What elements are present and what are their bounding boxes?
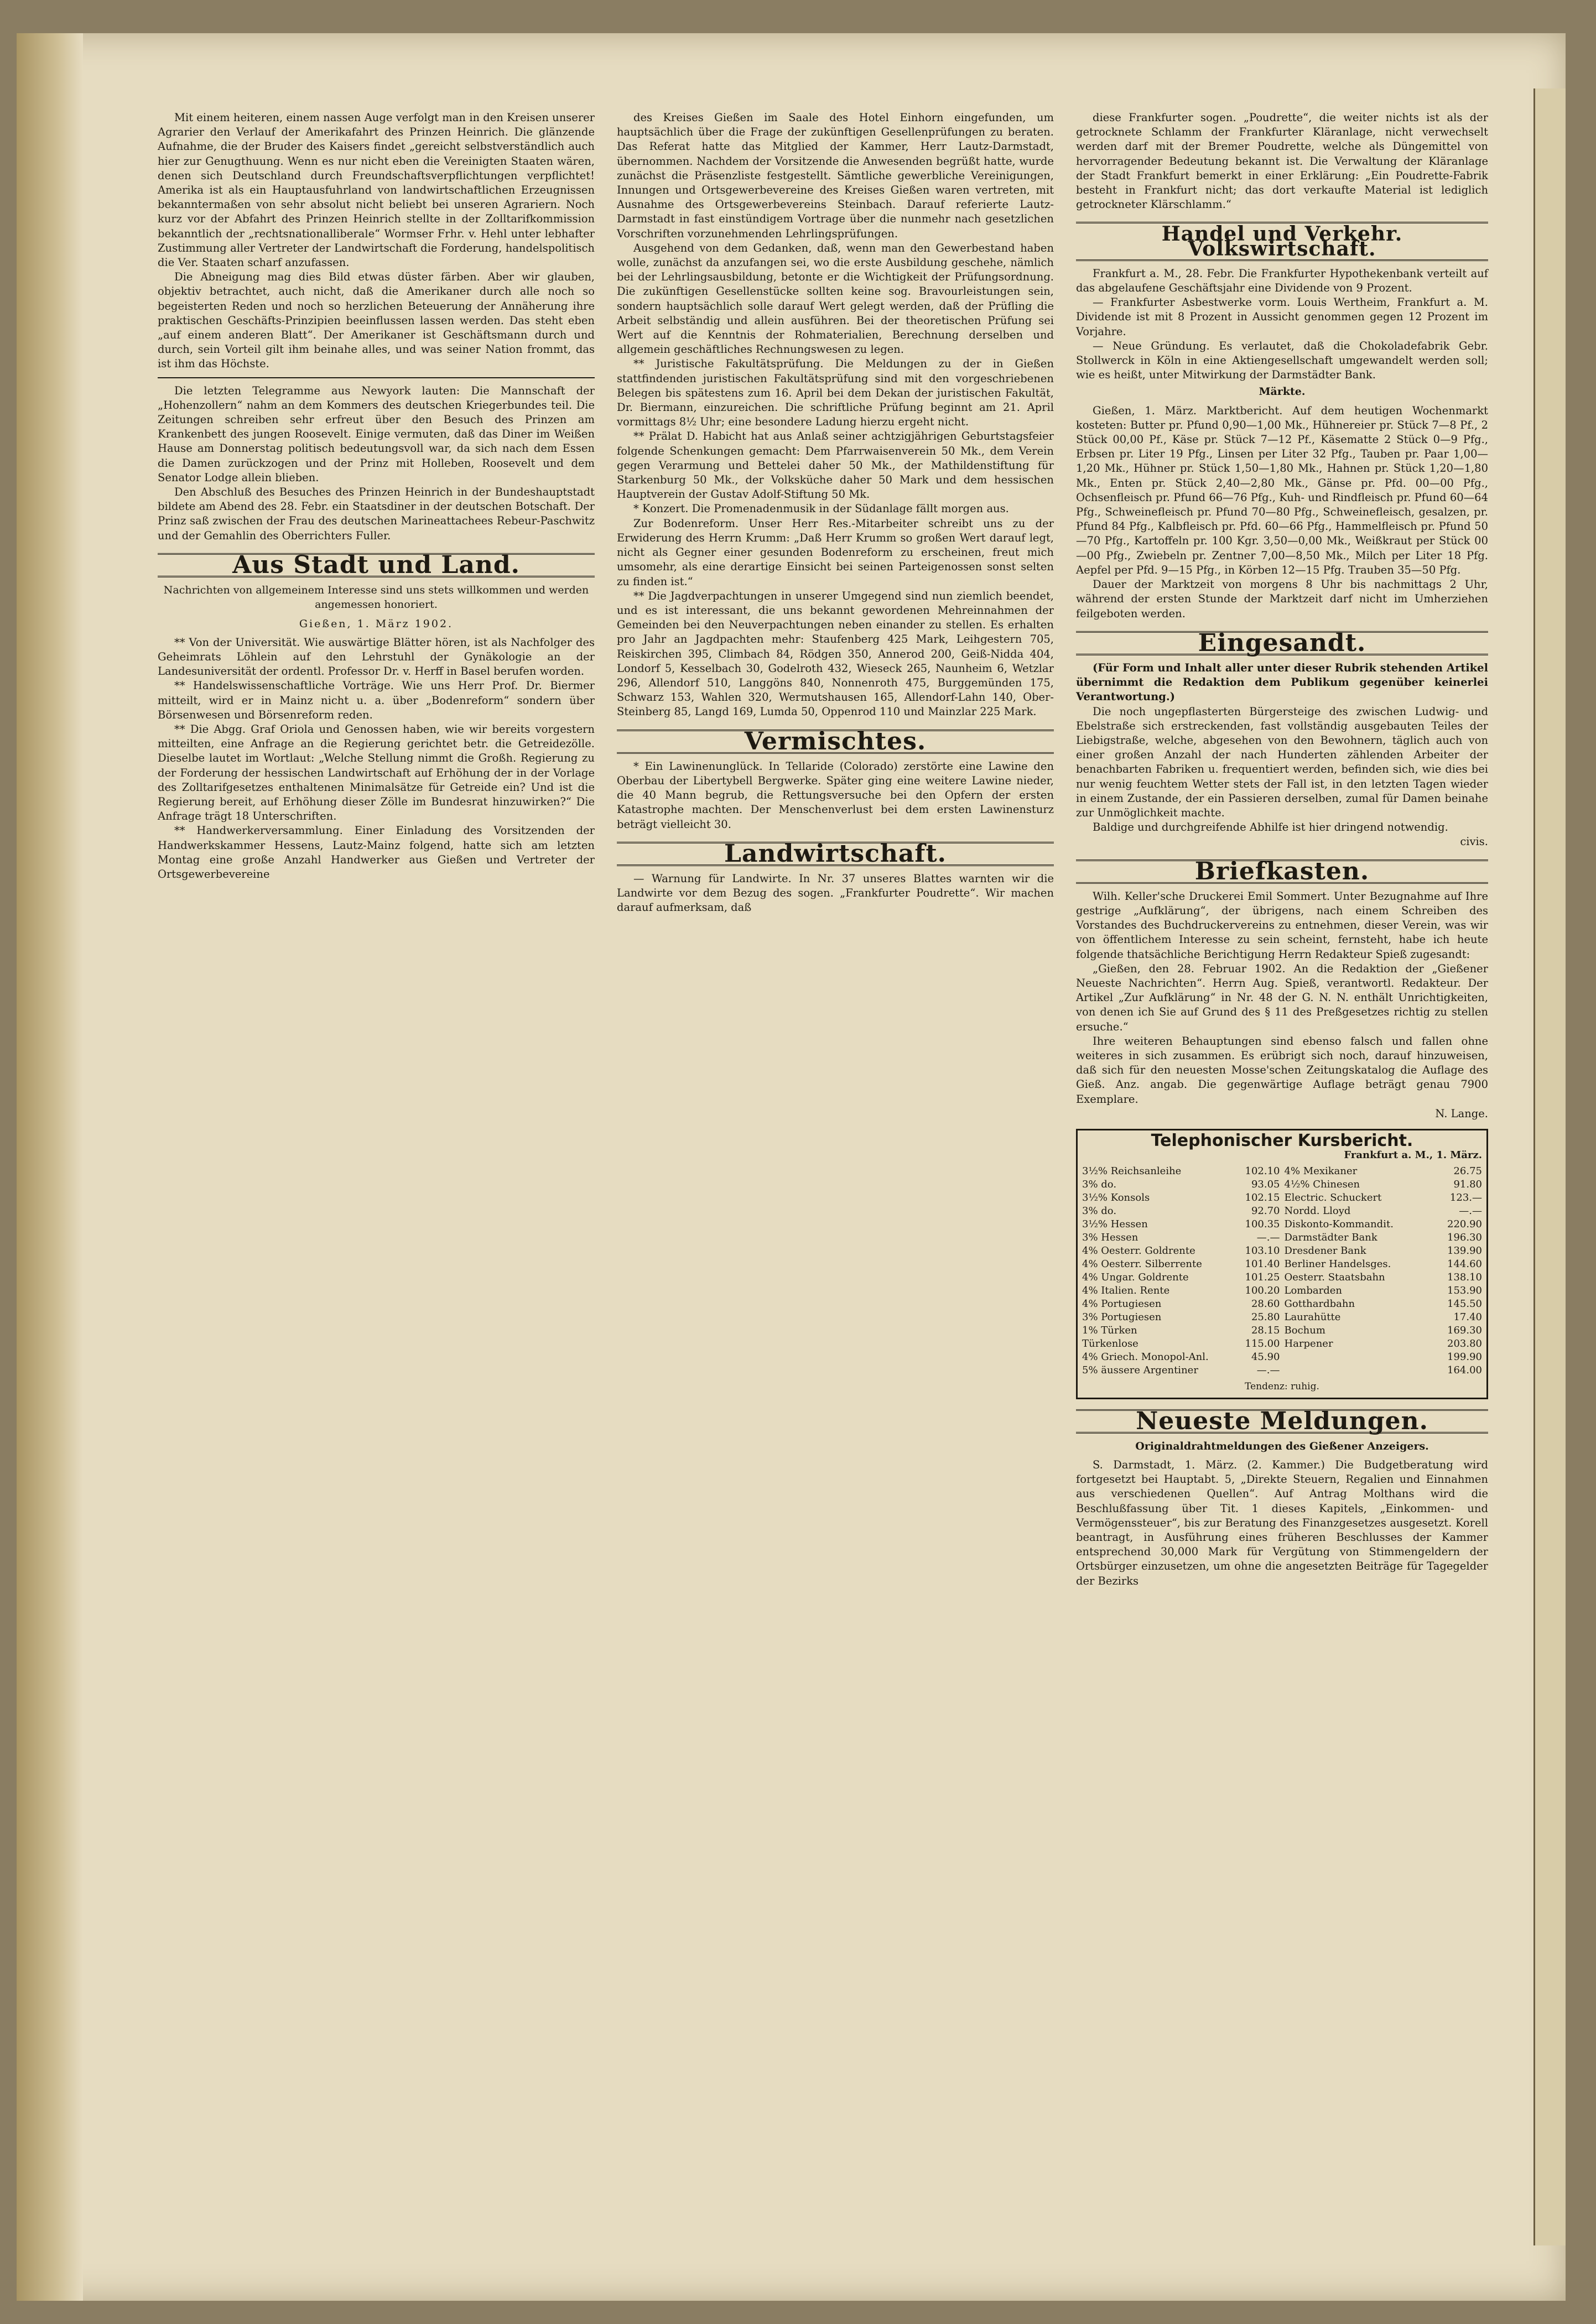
article-text: Den Abschluß des Besuches des Prinzen Heinrich in der Bundeshauptstadt bildete am Abend des 28. Febr. ein Staatsdiner in der deutschen Botschaft. Der Prinz saß zwischen der Frau des deutschen Marineattachees Rebeur-Paschwitz und der Gemahlin des Oberrichters Fuller. [158, 486, 595, 542]
section-heading: Handel und Verkehr. Volkswirtschaft. [1076, 222, 1488, 260]
stock-name: 3½% Reichsanleihe [1082, 1165, 1182, 1177]
article-text: Die Abneigung mag dies Bild etwas düster färben. Aber wir glauben, objektiv betrachtet, auch nicht, daß die Amerikaner durch alle noch so begeisterten Reden und noch so herzlichen Beteuerung der Annäherung ihre praktischen Geschäfts-Prinzipien beeinflussen lassen werden. Das steht eben „auf einem anderen Blatt“. Der Amerikaner ist Geschäftsmann durch und durch, sein Vorteil gilt ihm beinahe alles, und was seiner Nation frommt, das ist ihm das Höchste. [158, 270, 595, 371]
stock-quote-row [1082, 1205, 1280, 1218]
stock-quote-row [1285, 1298, 1483, 1311]
stock-value: 115.00 [1245, 1338, 1280, 1350]
stock-quote-row [1082, 1178, 1280, 1191]
stock-value: 102.10 [1245, 1165, 1280, 1177]
stock-value: 138.10 [1447, 1272, 1482, 1284]
article-text: — Warnung für Landwirte. In Nr. 37 unseres Blattes warnten wir die Landwirte vor dem Bezug des sogen. „Frankfurter Poudrette“. Wir machen darauf aufmerksam, daß [617, 872, 1054, 914]
stock-name: Oesterr. Staatsbahn [1284, 1272, 1385, 1284]
stock-name: Electric. Schuckert [1284, 1192, 1382, 1204]
stock-value: 199.90 [1447, 1351, 1482, 1363]
stock-name: Türkenlose [1082, 1338, 1138, 1350]
stock-name: Darmstädter Bank [1284, 1232, 1377, 1244]
stock-quote-row [1285, 1205, 1483, 1218]
stock-name: Bochum [1284, 1325, 1325, 1337]
stock-quote-row [1285, 1258, 1483, 1271]
article-text: des Kreises Gießen im Saale des Hotel Einhorn eingefunden, um hauptsächlich über die Frage der zukünftigen Gesellenprüfungen zu beraten. Das Referat hatte das Mitglied der Kammer, Herr Lautz-Darmstadt, übernommen. Nachdem der Vorsitzende die Anwesenden begrüßt hatte, wurde zunächst die Präsenzliste festgestellt. Sämtliche gewerbliche Vereinigungen, Innungen und Ortsgewerbevereine des Kreises Gießen waren vertreten, mit Ausnahme des Ortsgewerbevereins Steinbach. Darauf referierte Lautz-Darmstadt in fast einstündigem Vortrage über die nunmehr nach gesetzlichen Vorschriften vorzunehmenden Lehrlingsprüfungen. [617, 111, 1054, 240]
stock-quote-row [1082, 1258, 1280, 1271]
article-text: ** Die Abgg. Graf Oriola und Genossen haben, wie wir bereits vorgestern mitteilten, eine Anfrage an die Regierung gerichtet betr. die Getreidezölle. Dieselbe lautet im Wortlaut: „Welche Stellung nimmt die Großh. Regierung zu der Forderung der hessischen Landwirtschaft auf Erhöhung der in der Vorlage des Zolltarifgesetzes enthaltenen Minimalsätze für Getreide ein? Und ist die Regierung bereit, auf Erhöhung dieser Zölle im Bundesrat hinzuwirken?“ Die Anfrage trägt 18 Unterschriften. [158, 722, 595, 823]
subsection-heading: Märkte. [1259, 385, 1306, 398]
stock-name: 1% Türken [1082, 1325, 1137, 1337]
stock-value: 102.15 [1245, 1192, 1280, 1204]
stock-value: 101.40 [1245, 1258, 1280, 1270]
stock-value: —.— [1459, 1205, 1482, 1217]
stock-quote-row [1285, 1337, 1483, 1351]
stock-quote-row [1285, 1165, 1483, 1178]
stock-name: Nordd. Lloyd [1284, 1205, 1351, 1217]
stock-quote-row [1082, 1284, 1280, 1298]
stock-quote-row [1285, 1244, 1483, 1258]
section-heading: Vermischtes. [617, 729, 1054, 754]
stock-quote-row [1082, 1364, 1280, 1377]
article-text: ** Von der Universität. Wie auswärtige Blätter hören, ist als Nachfolger des Geheimrats Löhlein auf den Lehrstuhl der Gynäkologie an der Landesuniversität der ordentl. Professor Dr. v. Herff in Basel berufen worden. [158, 635, 595, 678]
stock-quote-row [1285, 1218, 1483, 1231]
column-1 [158, 111, 595, 882]
stock-name: 4% Oesterr. Goldrente [1082, 1245, 1195, 1257]
stock-name: Laurahütte [1284, 1311, 1341, 1323]
market-tendency: Tendenz: ruhig. [1245, 1381, 1319, 1393]
stock-value: 123.— [1449, 1192, 1482, 1204]
article-text: Frankfurt a. M., 28. Febr. Die Frankfurter Hypothekenbank verteilt auf das abgelaufene Geschäftsjahr eine Dividende von 9 Prozent. [1076, 267, 1488, 295]
stock-quote-row [1082, 1218, 1280, 1231]
stock-value: 28.60 [1251, 1298, 1280, 1310]
stock-value: 220.90 [1447, 1218, 1482, 1231]
stock-quote-row [1285, 1231, 1483, 1244]
stock-quote-row [1285, 1191, 1483, 1205]
section-heading: Eingesandt. [1076, 631, 1488, 655]
disclaimer-text: (Für Form und Inhalt aller unter dieser Rubrik stehenden Artikel übernimmt die Redaktion dem Publikum gegenüber keinerlei Verantwortung.) [1076, 661, 1488, 704]
stock-name: Harpener [1284, 1338, 1333, 1350]
stock-quote-row [1285, 1271, 1483, 1284]
stock-name: 3% do. [1082, 1205, 1117, 1217]
stock-value: 101.25 [1245, 1272, 1280, 1284]
stock-value: 28.15 [1251, 1325, 1280, 1337]
stock-value: 93.05 [1251, 1179, 1280, 1191]
stock-quote-row [1082, 1191, 1280, 1205]
article-text: Die noch ungepflasterten Bürgersteige des zwischen Ludwig- und Ebelstraße sich erstreckenden, fast vollständig ausgebauten Teiles der Liebigstraße, welche, abgesehen von den Bewohnern, täglich auch von einer großen Anzahl der nach Hunderten zählenden Arbeiter der benachbarten Fabriken u. frequentiert werden, befinden sich, wie dies bei nur wenig feuchtem Wetter stets der Fall ist, in den letzten Tagen wieder in einem Zustande, der ein Passieren derselben, zumal für Damen beinahe zur Unmöglichkeit machte. [1076, 705, 1488, 819]
column-3 [1076, 111, 1488, 1588]
article-text: Ihre weiteren Behauptungen sind ebenso falsch und fallen ohne weiteres in sich zusammen. Es erübrigt sich noch, darauf hinzuweisen, daß sich für den neuesten Mosse'schen Zeitungskatalog die Auflage des Gieß. Anz. angab. Die gegenwärtige Auflage beträgt genau 7900 Exemplare. [1076, 1034, 1488, 1106]
stock-name: 4½% Chinesen [1284, 1179, 1360, 1191]
article-text: ** Juristische Fakultätsprüfung. Die Meldungen zu der in Gießen stattfindenden juristischen Fakultätsprüfung sind mit den vorgeschriebenen Belegen bis spätestens zum 16. April bei dem Dekan der juristischen Fakultät, Dr. Biermann, einzureichen. Die schriftliche Prüfung beginnt am 21. April vormittags 8½ Uhr; eine besondere Ladung hierzu ergeht nicht. [617, 357, 1054, 429]
stock-name: Lombarden [1284, 1285, 1342, 1297]
section-heading: Aus Stadt und Land. [158, 553, 595, 577]
stock-name: Berliner Handelsges. [1284, 1258, 1391, 1270]
stock-value: 153.90 [1447, 1285, 1482, 1297]
stock-quotes-right [1285, 1165, 1483, 1377]
stock-quote-row [1285, 1324, 1483, 1337]
stock-quotes-left [1082, 1165, 1280, 1377]
article-text: Gießen, 1. März. Marktbericht. Auf dem heutigen Wochenmarkt kosteten: Butter pr. Pfund 0,90—1,00 Mk., Hühnereier pr. Stück 7—8 Pf., 2 Stück 00,00 Pf., Käse pr. Stück 7—12 Pf., Käsematte 2 Stück 0—9 Pfg., Erbsen pr. Liter 19 Pfg., Linsen per Liter 32 Pfg., Tauben pr. Paar 1,00—1,20 Mk., Hühner pr. Stück 1,50—1,80 Mk., Hahnen pr. Stück 1,20—1,80 Mk., Enten pr. Stück 2,40—2,80 Mk., Gänse pr. Pfd. 00—00 Pfg., Ochsenfleisch pr. Pfund 66—76 Pfg., Kuh- und Rindfleisch pr. Pfund 60—64 Pfg., Schweinefleisch pr. Pfund 70—80 Pfg., Schweinefleisch, gesalzen, pr. Pfund 84 Pfg., Kalbfleisch pr. Pfd. 60—66 Pfg., Hammelfleisch pr. Pfund 50—70 Pfg., Kartoffeln pr. 100 Kgr. 3,50—0,00 Mk., Weißkraut per Stück 00—00 Pfg., Zwiebeln pr. Zentner 7,00—8,50 Mk., Milch per Liter 18 Pfg. Aepfel per Pfd. 9—15 Pfg., in Körben 12—15 Pfg. Trauben 35—50 Pfg. [1076, 404, 1488, 576]
article-text: S. Darmstadt, 1. März. (2. Kammer.) Die Budgetberatung wird fortgesetzt bei Hauptabt. 5, „Direkte Steuern, Regalien und Einnahmen aus verschiedenen Quellen“. Auf Antrag Molthans wird die Beschlußfassung über Tit. 1 dieses Kapitels, „Einkommen- und Vermögenssteuer“, bis zur Beratung des Finanzgesetzes ausgesetzt. Korell beantragt, in Ausführung eines früheren Beschlusses der Kammer entsprechend 30,000 Mark für Vergütung von Stimmengeldern der Ortsbürger einzusetzen, um ohne die angesetzten Beiträge für Tagegelder der Bezirks [1076, 1458, 1488, 1587]
stock-quote-row [1082, 1298, 1280, 1311]
stock-quote-row [1082, 1244, 1280, 1258]
section-subheading: Nachrichten von allgemeinem Interesse sind uns stets willkommen und werden angemessen honoriert. [163, 584, 589, 611]
stock-name: 3½% Hessen [1082, 1218, 1148, 1231]
section-heading: Landwirtschaft. [617, 842, 1054, 866]
stock-quotes-date: Frankfurt a. M., 1. März. [1344, 1149, 1482, 1161]
stock-quote-row [1285, 1364, 1483, 1377]
stock-value: 26.75 [1453, 1165, 1482, 1177]
article-text: Mit einem heiteren, einem nassen Auge verfolgt man in den Kreisen unserer Agrarier den Verlauf der Amerikafahrt des Prinzen Heinrich. Die glänzende Aufnahme, die der Bruder des Kaisers findet „gereicht selbstverständlich auch hier zur Genugthuung. Wenn es nur nicht eben die Vereinigten Staaten wären, denen sich Deutschland durch Freundschaftsverpflichtungen verpflichtet! Amerika ist als ein Hauptausfuhrland von landwirtschaftlichen Erzeugnissen bekanntermaßen von sehr absolut nicht beliebt bei unseren Agrariern. Noch kurz vor der Abfahrt des Prinzen Heinrich stellte in der Zolltarifkommission bekanntlich der „rechtsnationalliberale“ Wormser Frhr. v. Hehl unter lebhafter Zustimmung aller Vertreter der Landwirtschaft die Forderung, handelspolitisch die Ver. Staaten scharf anzufassen. [158, 111, 595, 269]
article-text: Ausgehend von dem Gedanken, daß, wenn man den Gewerbestand haben wolle, zunächst da anzufangen sei, wo die erste Ausbildung geschehe, nämlich bei der Lehrlingsausbildung, betonte er die Wichtigkeit der Prüfungsordnung. Die zukünftigen Gesellenstücke sollten keine sog. Bravourleistungen sein, sondern hauptsächlich solle darauf Wert gelegt werden, daß der Prüfling die Arbeit selbständig und allein ausführen. Bei der theoretischen Prüfung sei Wert auf die Kenntnis der Rohmaterialien, Berechnung derselben und allgemein geschäftliches Rechnungswesen zu legen. [617, 241, 1054, 356]
stock-name: 4% Ungar. Goldrente [1082, 1272, 1189, 1284]
stock-name: 4% Portugiesen [1082, 1298, 1162, 1310]
stock-name: 4% Mexikaner [1284, 1165, 1358, 1177]
column-2 [617, 111, 1054, 915]
stock-value: 145.50 [1447, 1298, 1482, 1310]
stock-value: —.— [1256, 1232, 1280, 1244]
divider [158, 377, 595, 378]
stock-value: 164.00 [1447, 1364, 1482, 1377]
stock-name: 3% Hessen [1082, 1232, 1138, 1244]
article-text: ** Handelswissenschaftliche Vorträge. Wie uns Herr Prof. Dr. Biermer mitteilt, wird er in Mainz nicht u. a. über „Bodenreform“ sondern über Börsenwesen und Börsenreform reden. [158, 679, 595, 721]
stock-quote-row [1285, 1311, 1483, 1324]
dateline: Gießen, 1. März 1902. [299, 617, 454, 630]
article-text: ** Die Jagdverpachtungen in unserer Umgegend sind nun ziemlich beendet, und es ist interessant, die uns bekannt gewordenen Mehreinnahmen der Gemeinden bei den Neuverpachtungen neben einander zu stellen. Es erhalten pro Jahr an Jagdpachten mehr: Staufenberg 425 Mark, Leihgestern 705, Reiskirchen 395, Climbach 84, Rödgen 350, Annerod 200, Geiß-Nidda 404, Londorf 5, Kesselbach 30, Godelroth 432, Wieseck 265, Naunheim 6, Wetzlar 296, Allendorf 510, Langgöns 840, Nonnenroth 475, Burggemünden 175, Schwarz 153, Wahlen 320, Wermutshausen 165, Allendorf-Lahn 140, Ober-Steinberg 85, Langd 169, Lumda 50, Oppenrod 110 und Mainzlar 225 Mark. [617, 589, 1054, 718]
stock-value: 139.90 [1447, 1245, 1482, 1257]
stock-name: 4% Italien. Rente [1082, 1285, 1170, 1297]
stock-value: 100.35 [1245, 1218, 1280, 1231]
stock-quote-row [1082, 1311, 1280, 1324]
section-heading: Briefkasten. [1076, 859, 1488, 884]
stock-quotes-title: Telephonischer Kursbericht. [1151, 1131, 1413, 1150]
stock-quote-row [1082, 1165, 1280, 1178]
signature: N. Lange. [1435, 1107, 1488, 1120]
stock-value: 17.40 [1453, 1311, 1482, 1323]
article-text: Die letzten Telegramme aus Newyork lauten: Die Mannschaft der „Hohenzollern“ nahm an dem Kommers des deutschen Kriegerbundes teil. Die Zeitungen schreiben sehr erfreut über den Besuch des Prinzen am Krankenbett des jungen Roosevelt. Einige vermuten, daß das Diner im Weißen Hause am Donnerstag politisch bedeutungsvoll war, da sich nach dem Essen die Damen zurückzogen und der Prinz mit Holleben, Roosevelt und dem Senator Lodge allein blieben. [158, 384, 595, 484]
article-text: — Neue Gründung. Es verlautet, daß die Chokoladefabrik Gebr. Stollwerck in Köln in eine Aktiengesellschaft umgewandelt werden soll; wie es heißt, unter Mitwirkung der Darmstädter Bank. [1076, 339, 1488, 382]
stock-name: 3% do. [1082, 1179, 1117, 1191]
page-binding [17, 33, 83, 2301]
stock-name: Gotthardbahn [1284, 1298, 1355, 1310]
stock-quotes-box [1076, 1129, 1488, 1399]
stock-value: 169.30 [1447, 1325, 1482, 1337]
stock-value: 92.70 [1251, 1205, 1280, 1217]
stock-name: 4% Oesterr. Silberrente [1082, 1258, 1202, 1270]
newspaper-page [17, 33, 1566, 2301]
stock-name: Diskonto-Kommandit. [1284, 1218, 1394, 1231]
stock-quote-row [1082, 1231, 1280, 1244]
stock-quote-row [1285, 1178, 1483, 1191]
signature: civis. [1460, 835, 1488, 848]
article-text: Dauer der Marktzeit von morgens 8 Uhr bis nachmittags 2 Uhr, während der ersten Stunde der Marktzeit darf nicht im Umherziehen feilgeboten werden. [1076, 578, 1488, 620]
section-heading: Neueste Meldungen. [1076, 1409, 1488, 1434]
stock-value: 103.10 [1245, 1245, 1280, 1257]
adjacent-page-edge [1533, 88, 1566, 2245]
stock-quote-row [1082, 1337, 1280, 1351]
stock-value: 203.80 [1447, 1338, 1482, 1350]
stock-name: 3% Portugiesen [1082, 1311, 1162, 1323]
stock-quote-row [1082, 1324, 1280, 1337]
stock-name: Dresdener Bank [1284, 1245, 1366, 1257]
article-text: Zur Bodenreform. Unser Herr Res.-Mitarbeiter schreibt uns zu der Erwiderung des Herrn Krumm: „Daß Herr Krumm so großen Wert darauf legt, nicht als Gegner einer gesunden Bodenreform zu erscheinen, freut mich umsomehr, als eine derartige Einsicht bei seinen Parteigenossen sonst selten zu finden ist.“ [617, 517, 1054, 588]
article-text: ** Handwerkerversammlung. Einer Einladung des Vorsitzenden der Handwerkskammer Hessens, Lautz-Mainz folgend, hatte sich am letzten Montag eine große Anzahl Handwerker aus Gießen und Vertreter der Ortsgewerbevereine [158, 824, 595, 880]
article-text: ** Prälat D. Habicht hat aus Anlaß seiner achtzigjährigen Geburtstagsfeier folgende Schenkungen gemacht: Dem Pfarrwaisenverein 50 Mk., dem Verein gegen Verarmung und Bettelei daher 50 Mk., der Mathildenstiftung für Starkenburg 50 Mk., der Volksküche daher 50 Mark und dem hessischen Hauptverein der Gustav Adolf-Stiftung 50 Mk. [617, 430, 1054, 501]
stock-quote-row [1082, 1271, 1280, 1284]
stock-name: 5% äussere Argentiner [1082, 1364, 1198, 1377]
stock-value: 45.90 [1251, 1351, 1280, 1363]
article-text: * Konzert. Die Promenadenmusik in der Südanlage fällt morgen aus. [633, 502, 1009, 515]
article-text: Wilh. Keller'sche Druckerei Emil Sommert. Unter Bezugnahme auf Ihre gestrige „Aufklärung“, der übrigens, nach einem Schreiben des Vorstandes des Buchdruckervereins zu entnehmen, dieser Verein, was wir von öffentlichem Interesse zu sein scheint, fernsteht, habe ich heute folgende thatsächliche Berichtigung Herrn Redakteur Spieß zugesandt: [1076, 889, 1488, 961]
stock-value: 196.30 [1447, 1232, 1482, 1244]
stock-name: 4% Griech. Monopol-Anl. [1082, 1351, 1209, 1363]
stock-quote-row [1082, 1351, 1280, 1364]
article-text: „Gießen, den 28. Februar 1902. An die Redaktion der „Gießener Neueste Nachrichten“. Herrn Aug. Spieß, verantwortl. Redakteur. Der Artikel „Zur Aufklärung“ in Nr. 48 der G. N. N. enthält Unrichtigkeiten, von denen ich Sie auf Grund des § 11 des Preßgesetzes richtig zu stellen ersuche.“ [1076, 962, 1488, 1033]
stock-name: 3½% Konsols [1082, 1192, 1150, 1204]
article-text: * Ein Lawinenunglück. In Tellaride (Colorado) zerstörte eine Lawine den Oberbau der Libertybell Bergwerke. Später ging eine weitere Lawine nieder, die 40 Mann begrub, die Rettungsversuche bei den Opfern der ersten Katastrophe machten. Der Menschenverlust bei dem ersten Lawinensturz beträgt vielleicht 30. [617, 759, 1054, 831]
stock-quote-row [1285, 1351, 1483, 1364]
stock-value: 91.80 [1453, 1179, 1482, 1191]
stock-value: 100.20 [1245, 1285, 1280, 1297]
article-text: — Frankfurter Asbestwerke vorm. Louis Wertheim, Frankfurt a. M. Dividende ist mit 8 Prozent in Aussicht genommen gegen 12 Prozent im Vorjahre. [1076, 296, 1488, 338]
stock-quote-row [1285, 1284, 1483, 1298]
article-text: diese Frankfurter sogen. „Poudrette“, die weiter nichts ist als der getrocknete Schlamm der Frankfurter Kläranlage, nicht verwechselt werden darf mit der Bremer Poudrette, welche als Düngemittel von hervorragender Bedeutung bekannt ist. Die Verwaltung der Kläranlage der Stadt Frankfurt bemerkt in einer Erklärung: „Ein Poudrette-Fabrik besteht in Frankfurt nicht; das dort verkaufte Material ist lediglich getrockneter Klärschlamm.“ [1076, 111, 1488, 211]
stock-quotes-table [1082, 1165, 1482, 1377]
article-text: Baldige und durchgreifende Abhilfe ist hier dringend notwendig. [1093, 821, 1448, 834]
stock-value: 25.80 [1251, 1311, 1280, 1323]
stock-value: —.— [1256, 1364, 1280, 1377]
section-subheading: Originaldrahtmeldungen des Gießener Anzeigers. [1135, 1440, 1429, 1452]
stock-value: 144.60 [1447, 1258, 1482, 1270]
